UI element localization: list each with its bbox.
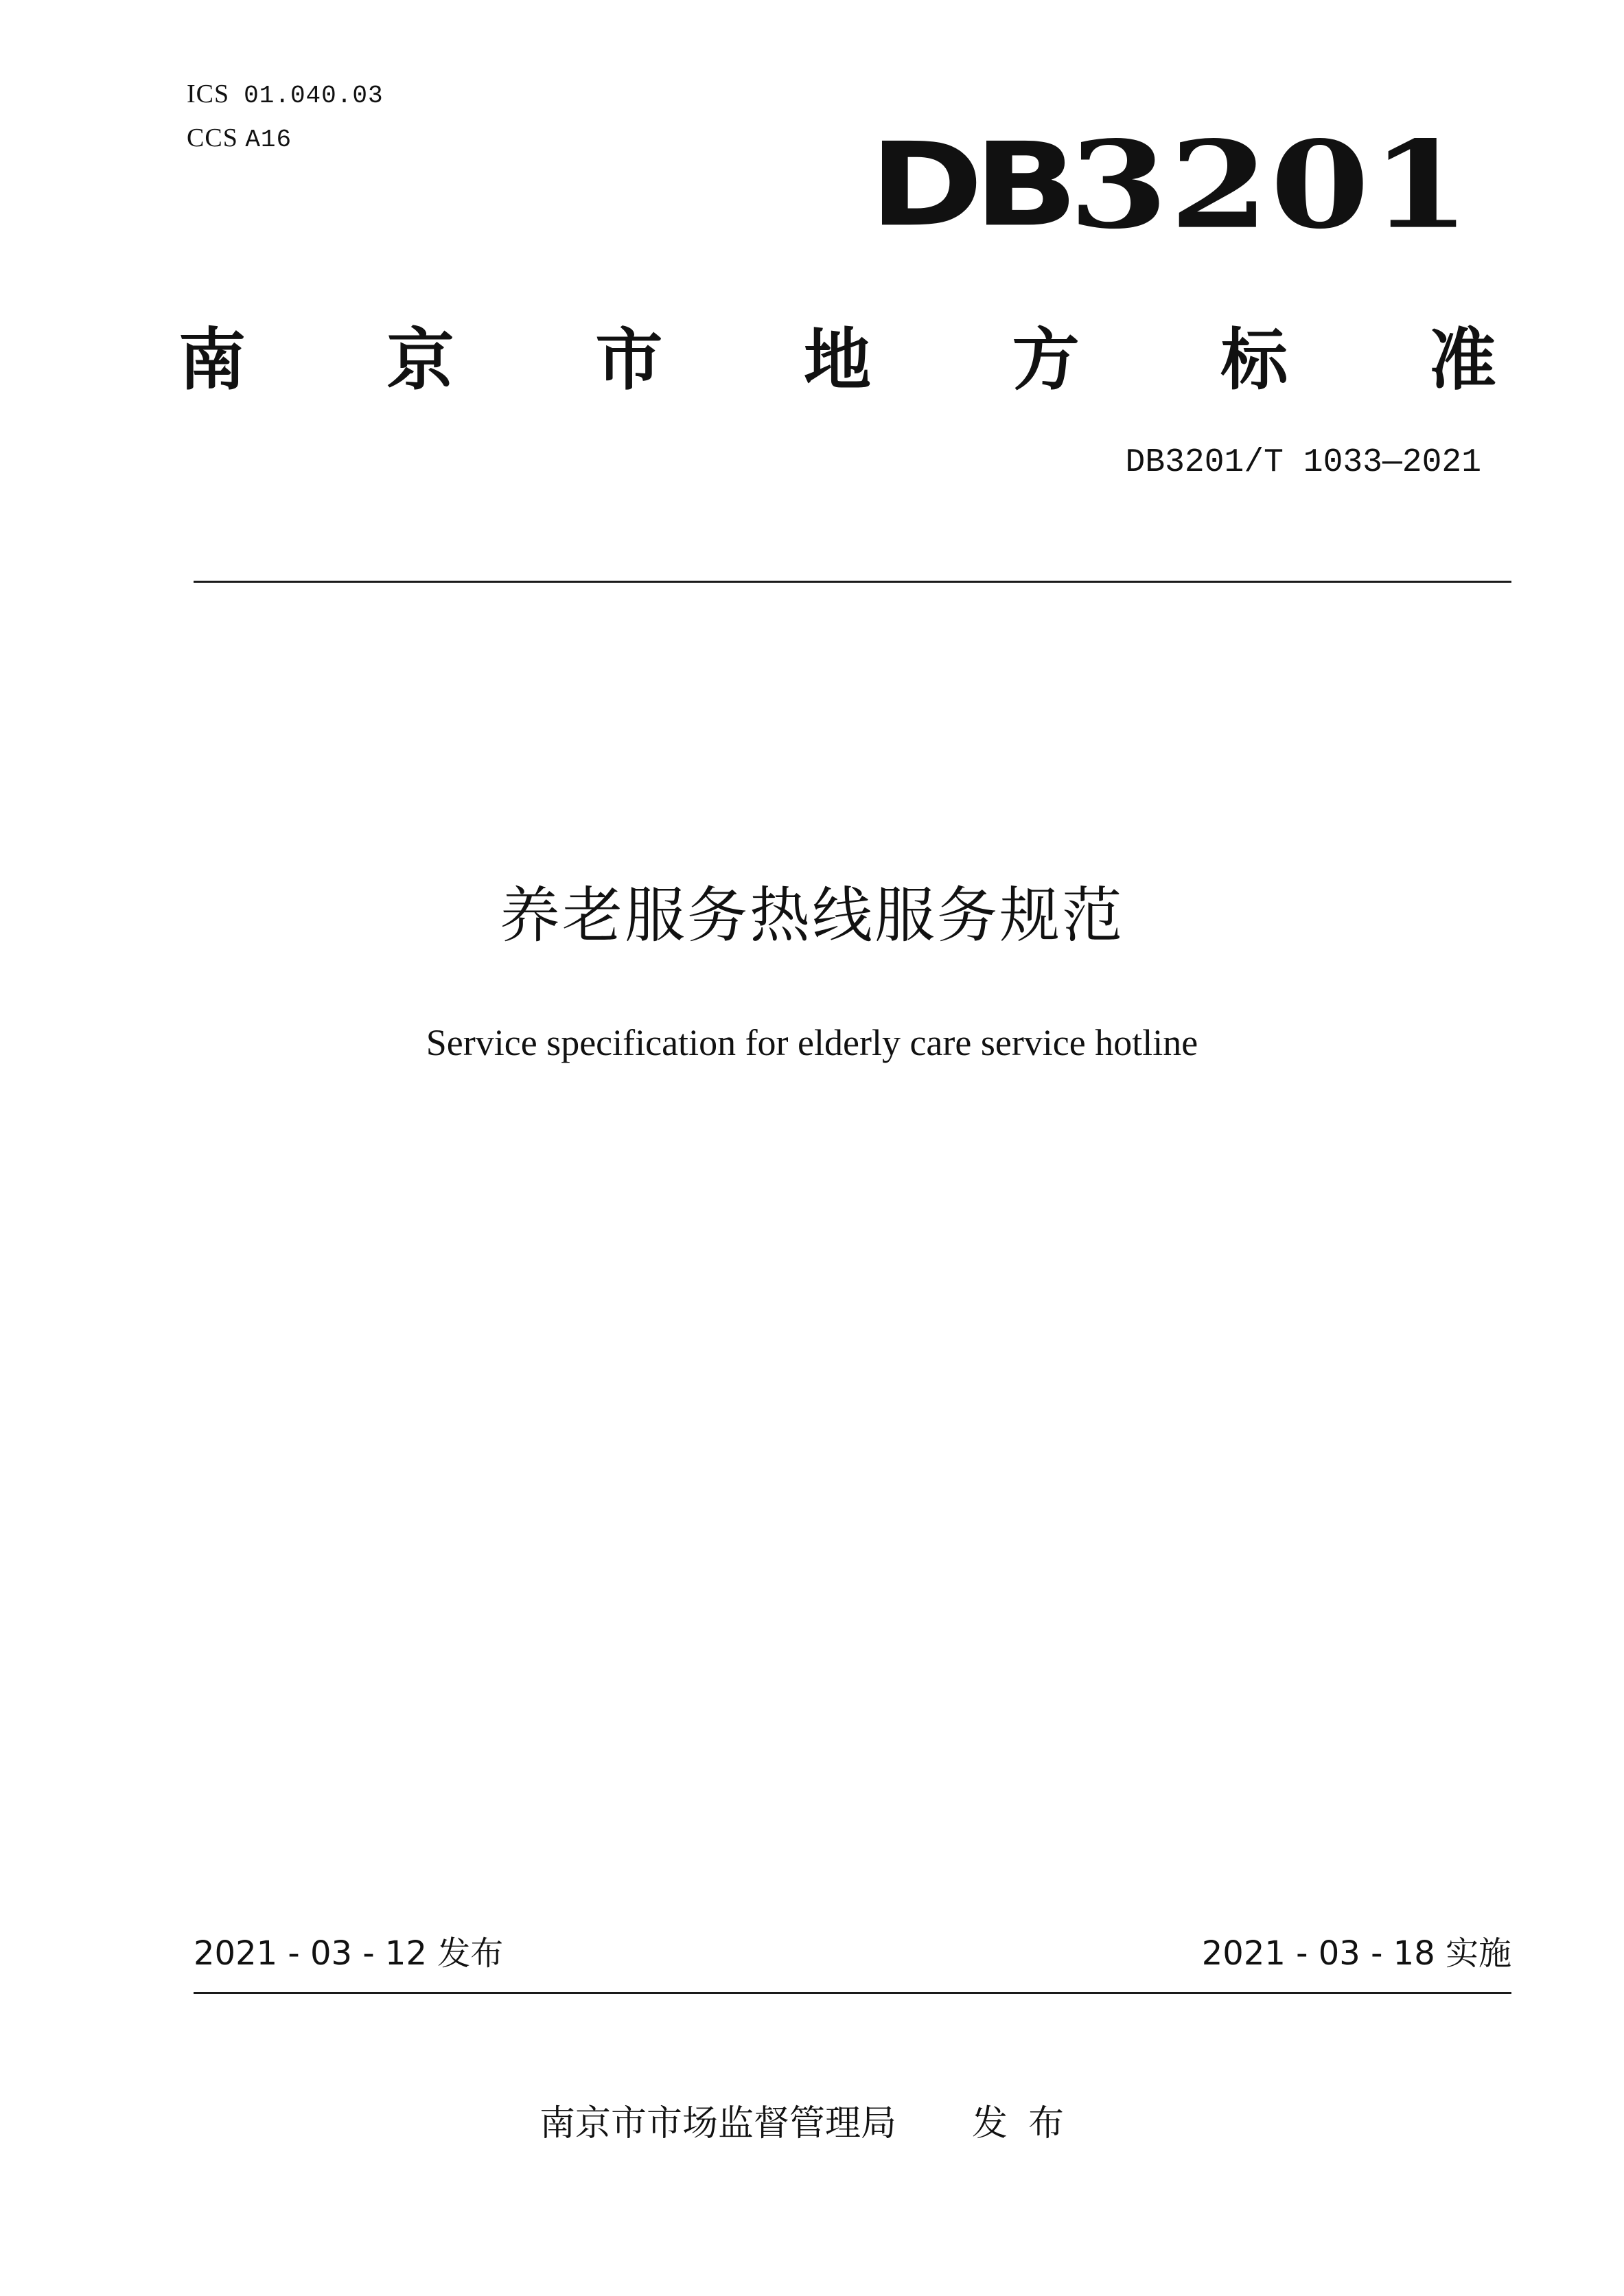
local-standard-title-char: 标 [1220,321,1288,399]
local-standard-title [178,313,1496,399]
ics-label: ICS [187,80,230,108]
footer-divider [194,1992,1511,1994]
document-title-english: Service specification for elderly care service hotline [426,1022,1198,1063]
ics-code: 01.040.03 [244,82,384,110]
publisher-line [0,2103,1624,2144]
logo-db: DB [869,117,1069,253]
publish-action: 发布 [972,2103,1085,2144]
implementation-date: 2021 - 03 - 18 实施 [1201,1934,1511,1973]
document-title-chinese: 养老服务热线服务规范 [499,880,1124,951]
publisher-name: 南京市市场监督管理局 [539,2103,896,2144]
local-standard-title-char: 地 [803,321,871,399]
ccs-code-line [187,125,292,152]
standard-prefix-logo [869,110,1472,256]
local-standard-title-char: 京 [386,321,454,399]
ics-code-line [187,81,384,108]
header-divider [194,581,1511,583]
ccs-code: A16 [245,126,292,154]
issue-date: 2021 - 03 - 12 发布 [194,1934,504,1973]
local-standard-title-char: 南 [178,321,246,399]
logo-region-code: 3201 [1069,115,1472,256]
local-standard-title-char: 准 [1428,321,1496,399]
local-standard-title-char: 市 [595,321,663,399]
standard-number: DB3201/T 1033—2021 [1125,444,1481,481]
local-standard-title-char: 方 [1012,321,1080,399]
ccs-label: CCS [187,124,238,152]
